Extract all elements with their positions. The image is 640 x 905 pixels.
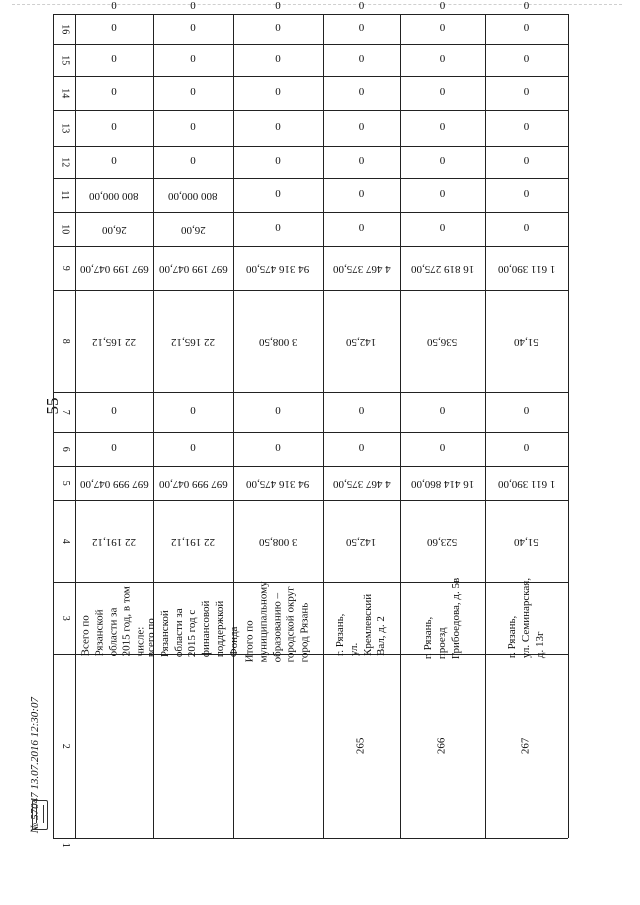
table-cell xyxy=(401,433,484,465)
table-cell xyxy=(234,291,322,391)
column-number xyxy=(54,179,74,211)
table-cell-text: 0 xyxy=(439,222,446,235)
table-cell-text: 0 xyxy=(523,0,530,12)
table-cell-text: 51,40 xyxy=(514,335,539,348)
table-cell xyxy=(324,213,399,245)
table-cell-text: 0 xyxy=(523,155,530,168)
table-cell xyxy=(154,247,232,289)
table-cell xyxy=(324,393,399,431)
column-number-text: 12 xyxy=(59,157,71,167)
table-cell xyxy=(234,15,322,43)
table-cell xyxy=(234,213,322,245)
table-cell-text: 0 xyxy=(190,86,196,99)
table-cell-text: 0 xyxy=(439,405,446,418)
table-cell-text: 142,50 xyxy=(346,335,377,348)
table-cell xyxy=(324,247,399,289)
row-label-text: г. Рязань, ул. Семинарская, д. 13г xyxy=(505,578,546,659)
column-number-text: 3 xyxy=(59,615,71,621)
table-cell-text: 0 xyxy=(275,222,281,235)
table-cell xyxy=(401,15,484,43)
table-cell-text: 536,50 xyxy=(427,335,458,348)
table-cell xyxy=(234,247,322,289)
table-cell xyxy=(234,433,322,465)
table-cell-text: 0 xyxy=(111,0,117,12)
table-cell xyxy=(76,77,152,109)
column-number xyxy=(54,15,74,43)
table-cell-text: 51,40 xyxy=(514,535,539,548)
table-cell-text: 0 xyxy=(111,121,117,134)
column-number-text: 14 xyxy=(59,88,71,98)
table-cell-text: 0 xyxy=(439,121,446,134)
table-cell-text: 0 xyxy=(358,22,365,35)
table-cell xyxy=(486,147,567,177)
row-number-text: 266 xyxy=(435,737,448,755)
table-cell xyxy=(76,179,152,211)
table-cell xyxy=(486,15,567,43)
table-cell xyxy=(154,501,232,581)
table-cell xyxy=(154,111,232,145)
table-cell-text: 0 xyxy=(439,442,446,455)
table-cell-text: 0 xyxy=(439,86,446,99)
table-cell xyxy=(324,501,399,581)
table-cell xyxy=(486,393,567,431)
table-cell-text: 0 xyxy=(190,53,196,66)
table-cell xyxy=(154,77,232,109)
table-cell-text: 0 xyxy=(275,405,281,418)
row-label xyxy=(76,583,152,656)
table-cell xyxy=(234,147,322,177)
column-number-text: 8 xyxy=(59,338,71,344)
table-cell xyxy=(154,45,232,75)
table-cell-text: 142,50 xyxy=(346,535,377,548)
column-number-text: 16 xyxy=(59,24,71,34)
column-number xyxy=(54,655,74,837)
column-number-text: 7 xyxy=(59,409,71,415)
table-cell xyxy=(154,179,232,211)
table-cell-text: 94 316 475,00 xyxy=(246,477,310,490)
table-cell-text: 0 xyxy=(523,86,530,99)
column-number-text: 11 xyxy=(59,190,71,200)
table-cell-text: 0 xyxy=(275,53,281,66)
column-number xyxy=(54,393,74,431)
table-cell-text: 0 xyxy=(439,53,446,66)
row-label-text: г. Рязань, ул. Кремлевский Вал, д. 2 xyxy=(334,593,388,656)
table-cell xyxy=(401,45,484,75)
table-cell-text: 22 191,12 xyxy=(92,535,136,548)
column-number xyxy=(54,501,74,581)
table-cell-text: 0 xyxy=(275,155,281,168)
table-cell-text: 0 xyxy=(275,0,281,12)
column-number xyxy=(54,467,74,499)
table-cell xyxy=(486,179,567,211)
table-cell xyxy=(76,433,152,465)
row-label xyxy=(324,583,399,656)
column-number-text: 5 xyxy=(59,480,71,486)
column-number xyxy=(54,111,74,145)
table-cell xyxy=(401,247,484,289)
table-cell xyxy=(486,213,567,245)
table-cell xyxy=(76,45,152,75)
table-cell xyxy=(154,147,232,177)
column-number-text: 13 xyxy=(59,123,71,133)
row-number xyxy=(324,655,399,837)
column-number-text: 10 xyxy=(59,224,71,234)
table-cell-text: 523,60 xyxy=(427,535,458,548)
row-label-text: Всего по Рязанской области за 2015 год, в том числе: xyxy=(79,585,147,656)
page-number: 55 xyxy=(43,397,62,415)
table-cell xyxy=(324,433,399,465)
table-cell-text: 0 xyxy=(358,405,365,418)
table-cell xyxy=(154,15,232,43)
table-cell xyxy=(234,111,322,145)
column-number xyxy=(54,291,74,391)
table-cell-text: 697 999 047,00 xyxy=(79,477,149,490)
column-number xyxy=(54,213,74,245)
table-cell-text: 3 008,50 xyxy=(258,535,298,548)
table-cell-text: 0 xyxy=(523,442,530,455)
table-cell xyxy=(324,111,399,145)
table-cell xyxy=(234,393,322,431)
table-cell xyxy=(401,467,484,499)
table-cell-text: 0 xyxy=(275,22,281,35)
row-number-text: 265 xyxy=(354,737,367,755)
table-cell xyxy=(76,467,152,499)
table-cell-text: 0 xyxy=(358,188,365,201)
table-cell-text: 3 008,50 xyxy=(258,335,298,348)
row-label-text: г. Рязань, проезд Грибоедова, д. 5в xyxy=(421,578,462,660)
stamp-text: № 57047 13.07.2016 12:30:07 xyxy=(29,697,42,833)
column-number xyxy=(54,45,74,75)
table-cell xyxy=(76,0,152,14)
data-table xyxy=(53,0,635,905)
table-cell-text: 0 xyxy=(111,442,117,455)
table-cell xyxy=(154,393,232,431)
column-number-text: 15 xyxy=(59,55,71,65)
table-cell xyxy=(76,111,152,145)
table-cell xyxy=(324,291,399,391)
table-cell xyxy=(76,501,152,581)
table-cell-text: 1 611 390,00 xyxy=(497,262,556,275)
table-cell-text: 0 xyxy=(523,222,530,235)
column-number xyxy=(54,77,74,109)
table-cell-text: 800 000,00 xyxy=(168,189,218,202)
row-label xyxy=(234,580,322,662)
row-number-text: 267 xyxy=(519,737,532,755)
table-cell-text: 0 xyxy=(190,121,196,134)
table-cell xyxy=(486,111,567,145)
table-cell xyxy=(324,77,399,109)
table-rule-vertical xyxy=(568,14,569,838)
table-cell-text: 1 611 390,00 xyxy=(497,477,556,490)
table-cell-text: 697 199 047,00 xyxy=(158,262,228,275)
table-cell xyxy=(76,291,152,391)
table-cell-text: 16 414 860,00 xyxy=(410,477,475,490)
table-cell-text: 22 191,12 xyxy=(171,535,215,548)
table-cell xyxy=(76,393,152,431)
seal-logo-icon xyxy=(32,800,48,830)
table-cell-text: 0 xyxy=(523,188,530,201)
table-cell-text: 0 xyxy=(111,22,117,35)
table-cell-text: 4 467 375,00 xyxy=(332,262,391,275)
table-cell xyxy=(401,111,484,145)
table-cell xyxy=(154,213,232,245)
table-cell xyxy=(234,467,322,499)
table-cell-text: 0 xyxy=(523,22,530,35)
table-cell xyxy=(401,179,484,211)
column-number-text: 4 xyxy=(59,538,71,544)
table-cell xyxy=(154,467,232,499)
table-cell-text: 0 xyxy=(275,86,281,99)
row-number xyxy=(486,655,567,837)
table-cell xyxy=(486,501,567,581)
table-cell-text: 94 316 475,00 xyxy=(246,262,310,275)
table-cell-text: 0 xyxy=(358,442,365,455)
table-cell xyxy=(401,393,484,431)
table-cell-text: 0 xyxy=(439,22,446,35)
table-cell xyxy=(324,0,399,14)
table-cell-text: 0 xyxy=(439,155,446,168)
table-cell xyxy=(76,15,152,43)
table-cell xyxy=(401,0,484,14)
table-cell xyxy=(486,0,567,14)
table-cell-text: 0 xyxy=(439,0,446,12)
table-cell xyxy=(76,147,152,177)
table-cell xyxy=(486,247,567,289)
row-label xyxy=(401,578,484,660)
row-label-text: всего по Рязанской области за 2015 год с финансовой поддержкой Фонда xyxy=(144,600,240,657)
table-cell xyxy=(324,45,399,75)
table-cell-text: 4 467 375,00 xyxy=(332,477,391,490)
table-cell-text: 0 xyxy=(190,22,196,35)
table-cell-text: 0 xyxy=(275,442,281,455)
table-cell-text: 0 xyxy=(190,442,196,455)
table-cell xyxy=(486,467,567,499)
table-cell-text: 26,00 xyxy=(180,223,206,236)
table-cell-text: 697 999 047,00 xyxy=(158,477,228,490)
table-cell-text: 16 819 275,00 xyxy=(410,262,475,275)
table-cell xyxy=(486,77,567,109)
row-label xyxy=(486,578,567,659)
column-number xyxy=(54,147,74,177)
table-cell-text: 0 xyxy=(190,0,196,12)
table-cell xyxy=(324,15,399,43)
table-cell xyxy=(486,291,567,391)
column-number-text: 1 xyxy=(59,842,71,848)
row-label-text: Итого по муниципальному образованию – городской округ город Рязань xyxy=(243,580,311,662)
table-cell xyxy=(234,77,322,109)
table-cell xyxy=(234,0,322,14)
table-cell-text: 0 xyxy=(358,86,365,99)
table-cell-text: 0 xyxy=(190,155,196,168)
table-cell xyxy=(234,45,322,75)
table-cell xyxy=(234,501,322,581)
table-cell xyxy=(154,291,232,391)
table-cell xyxy=(234,179,322,211)
table-cell-text: 0 xyxy=(358,222,365,235)
table-cell-text: 0 xyxy=(111,53,117,66)
table-cell xyxy=(401,77,484,109)
column-number xyxy=(54,839,74,852)
table-cell xyxy=(401,291,484,391)
table-cell xyxy=(486,433,567,465)
column-number xyxy=(54,247,74,289)
table-cell xyxy=(324,467,399,499)
table-cell xyxy=(486,45,567,75)
table-cell-text: 0 xyxy=(111,405,117,418)
table-cell xyxy=(76,247,152,289)
table-cell-text: 0 xyxy=(358,155,365,168)
row-number xyxy=(401,655,484,837)
table-cell-text: 800 000,00 xyxy=(89,189,139,202)
table-cell-text: 0 xyxy=(523,405,530,418)
column-number-text: 2 xyxy=(59,743,71,749)
table-cell-text: 0 xyxy=(523,121,530,134)
table-cell-text: 0 xyxy=(358,121,365,134)
table-cell xyxy=(401,501,484,581)
table-cell-text: 0 xyxy=(190,405,196,418)
table-cell-text: 0 xyxy=(111,86,117,99)
table-cell-text: 22 165,12 xyxy=(171,335,215,348)
table-cell-text: 0 xyxy=(358,0,365,12)
table-rule-horizontal xyxy=(53,838,568,839)
table-cell-text: 697 199 047,00 xyxy=(79,262,149,275)
column-number xyxy=(54,433,74,465)
table-cell xyxy=(154,0,232,14)
table-cell-text: 0 xyxy=(111,155,117,168)
table-cell xyxy=(401,213,484,245)
table-cell-text: 0 xyxy=(523,53,530,66)
table-cell-text: 0 xyxy=(275,188,281,201)
column-number-text: 9 xyxy=(59,265,71,271)
column-number-text: 6 xyxy=(59,446,71,452)
table-cell xyxy=(324,179,399,211)
table-cell-text: 26,00 xyxy=(101,223,127,236)
column-number xyxy=(54,583,74,653)
table-cell-text: 0 xyxy=(275,121,281,134)
table-cell xyxy=(154,433,232,465)
table-cell xyxy=(324,147,399,177)
table-cell-text: 22 165,12 xyxy=(92,335,136,348)
row-label xyxy=(144,583,240,657)
table-cell xyxy=(401,147,484,177)
table-cell xyxy=(76,213,152,245)
table-cell-text: 0 xyxy=(439,188,446,201)
table-cell-text: 0 xyxy=(358,53,365,66)
